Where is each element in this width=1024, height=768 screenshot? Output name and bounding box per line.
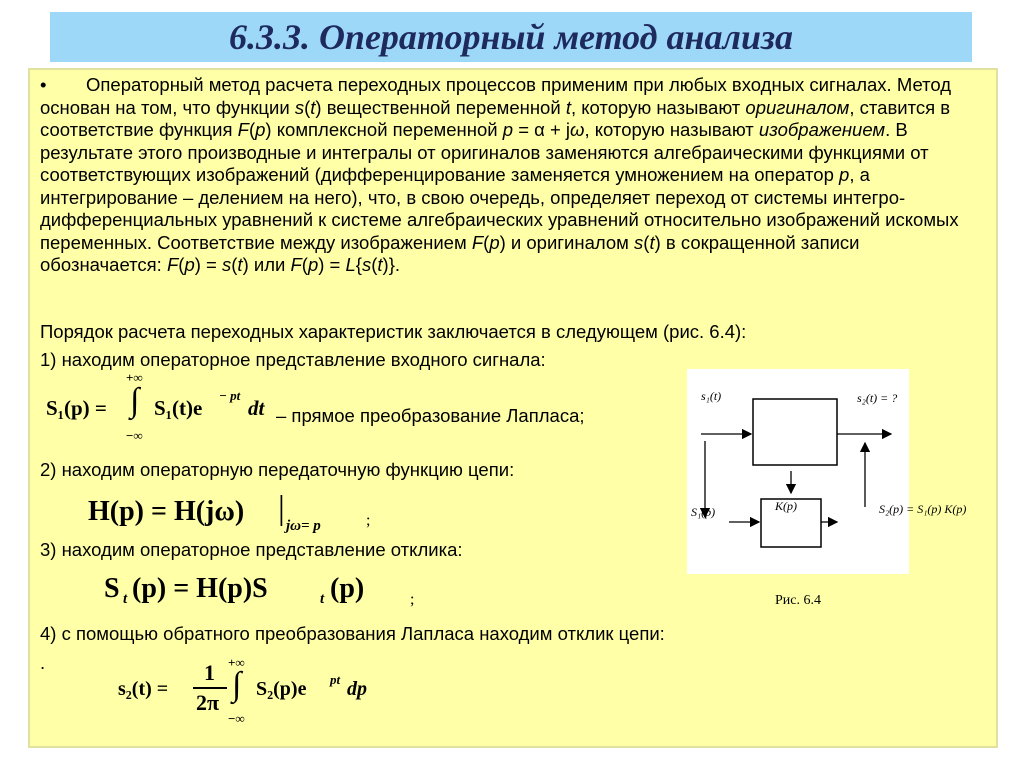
italic-term: L bbox=[345, 254, 356, 275]
italic-term: F bbox=[471, 231, 484, 253]
text-run: ( bbox=[178, 254, 185, 275]
label-s2p: S₂(p) = S₁(p) K(p) bbox=[879, 502, 967, 516]
text-run: ( bbox=[643, 231, 650, 253]
label-s1t: s₁(t) bbox=[701, 389, 722, 403]
text-run: ( bbox=[248, 119, 256, 140]
text-run: ) = bbox=[318, 254, 346, 275]
text-run: . В результате этого производные и интегралы от оригиналов заменяются алгебраическими функциями от соответствующих изображений (дифференцирование заменяется умножением на оператор bbox=[40, 119, 929, 185]
step-1: 1) находим операторное представление входного сигнала: bbox=[40, 349, 546, 370]
text-run: , а интегрирование – делением на него), что, в свою очередь, определяет переход от системы интегро-дифференциальных уравнений к системе алгебраических уравнений относительно изображений искомых переменных. Соответствие между изображением bbox=[40, 164, 959, 253]
italic-term: s bbox=[294, 96, 305, 118]
step-4: 4) с помощью обратного преобразования Лапласа находим отклик цепи: bbox=[40, 623, 665, 644]
text-run: ) или bbox=[242, 254, 291, 275]
text-run: ) комплексной переменной bbox=[265, 119, 503, 140]
italic-term: оригиналом bbox=[745, 96, 850, 118]
italic-term: изображением bbox=[758, 119, 886, 140]
text-run: Операторный метод расчета переходных процессов применим при любых входных сигналах. Метод основан на том, что функции bbox=[40, 74, 952, 118]
text-run: ) в сокращенной записи обозначается: bbox=[40, 231, 860, 275]
text-run: ) = bbox=[194, 254, 222, 275]
step-4-dot: . bbox=[40, 652, 46, 673]
text-run: = α + j bbox=[513, 119, 571, 140]
slide-title: 6.3.3. Операторный метод анализа bbox=[228, 17, 794, 57]
figure-caption: Рис. 6.4 bbox=[775, 593, 821, 608]
label-s2t: s₂(t) = ? bbox=[857, 391, 898, 405]
italic-term: t bbox=[565, 96, 571, 118]
content-panel: • Операторный метод расчета переходных процессов применим при любых входных сигналах. Метод основан на том, что функции s(t) вещественной переменной t, которую называют оригиналом, ставится в соответствие функция F(p) комплексной переменной p = α + jω, которую называют изображением. В результате этого производные и интегралы от оригиналов заменяются алгебраическими функциями от соответствующих изображений (дифференцирование заменяется умножением на оператор p, а интегрирование – делением на него), что, в свою очередь, определяет переход от системы интегро-дифференциальных уравнений к системе алгебраических уравнений относительно изображений искомых переменных. Соответствие между изображением F(p) и оригиналом s(t) в сокращенной записи обозначается: F(p) = s(t) или F(p) = L{s(t)}. Порядок расчета переходных характеристик заключается в следующем (рис. 6.4): 1) находим операторное представление входного сигнала: 2) находим операторную передаточную функцию цепи: 3) находим операторное представление отклика: 4) с помощью обратного преобразования Лапласа находим отклик цепи: . S₁(p) = +∞ ∫ −∞ S₁(t)e − pt dt – прямое преобразование Лапласа; H(p) = H(jω) | jω= p ; S t (p) = H(p)S t (p) ; s₂(t) = 1 2π +∞ ∫ −∞ S₂(p)e pt dp s₁(t) s₂(t) = ? S₁(p) K(p) S₂(p) = S₁(p) K(p) Рис. 6.4 bbox=[28, 68, 998, 748]
italic-term: t bbox=[377, 254, 383, 275]
italic-term: p bbox=[839, 164, 850, 185]
text-run: { bbox=[355, 254, 362, 275]
italic-term: p bbox=[255, 119, 266, 140]
italic-term: s bbox=[361, 254, 372, 275]
italic-term: p bbox=[307, 254, 319, 275]
text-run: ( bbox=[371, 254, 378, 275]
italic-term: F bbox=[237, 119, 249, 140]
step-2: 2) находим операторную передаточную функцию цепи: bbox=[40, 459, 515, 480]
text-run: )}. bbox=[382, 254, 401, 275]
italic-term: s bbox=[222, 254, 232, 275]
title-bar bbox=[50, 12, 972, 62]
italic-term: p bbox=[184, 254, 195, 275]
text-run: ( bbox=[304, 96, 311, 118]
intro-text bbox=[40, 74, 959, 275]
italic-term: p bbox=[489, 231, 500, 253]
text-run: ( bbox=[231, 254, 238, 275]
text-run: , которую называют bbox=[584, 119, 759, 140]
italic-term: ω bbox=[570, 119, 585, 140]
text-run: , ставится в соответствие функция bbox=[40, 96, 951, 140]
italic-term: s bbox=[634, 231, 644, 253]
time-domain-block bbox=[753, 399, 837, 465]
italic-term: t bbox=[649, 231, 655, 253]
italic-term: p bbox=[502, 119, 514, 140]
text-run: , которую называют bbox=[570, 96, 746, 118]
text-run: ( bbox=[301, 254, 308, 275]
order-line: Порядок расчета переходных характеристик заключается в следующем (рис. 6.4): bbox=[40, 321, 747, 342]
intro-paragraph bbox=[40, 74, 975, 277]
italic-term: F bbox=[166, 254, 179, 275]
italic-term: t bbox=[310, 96, 316, 118]
step-3: 3) находим операторное представление отклика: bbox=[40, 539, 463, 560]
label-kp: K(p) bbox=[775, 499, 797, 513]
italic-term: F bbox=[290, 254, 302, 275]
text-run: ( bbox=[483, 231, 490, 253]
text-run: ) и оригиналом bbox=[499, 231, 635, 253]
bullet-icon: • bbox=[40, 74, 47, 95]
label-s1p: S₁(p) bbox=[691, 505, 716, 519]
italic-term: t bbox=[237, 254, 243, 275]
block-diagram bbox=[687, 369, 909, 574]
fraction-bar bbox=[193, 687, 227, 689]
text-run: ) вещественной переменной bbox=[315, 96, 566, 118]
